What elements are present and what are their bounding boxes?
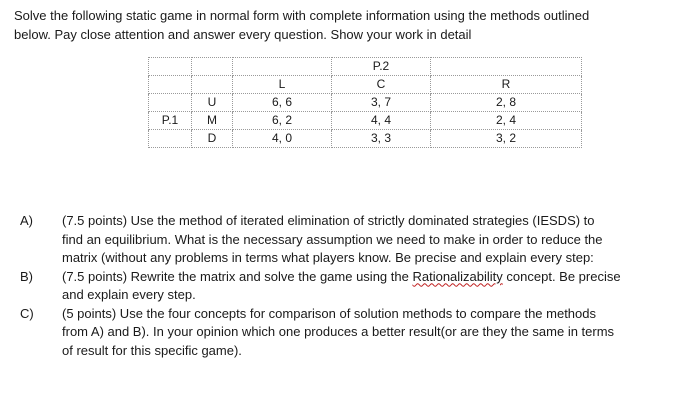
table-row <box>149 130 582 148</box>
header-row-strategies <box>149 76 582 94</box>
instructions-line-1: Solve the following static game in normal form with complete information using the methods outlined <box>14 8 590 23</box>
player1-label: P.1 <box>149 112 192 130</box>
question-text-line: find an equilibrium. What is the necessary assumption we need to make in order to reduce the <box>62 231 603 247</box>
column-strategy-r: R <box>431 76 582 94</box>
instructions-line-2: below. Pay close attention and answer every question. Show your work in detail <box>14 27 472 42</box>
column-strategy-c: C <box>332 76 431 94</box>
question-label: A) <box>20 213 33 228</box>
question-text-line: and explain every step. <box>62 287 196 302</box>
question-a <box>20 212 660 268</box>
table-row <box>149 94 582 112</box>
question-text-segment: concept. Be precise <box>502 268 621 284</box>
payoff-cell: 2, 8 <box>431 94 582 112</box>
row-strategy-m: M <box>192 112 233 130</box>
payoff-cell: 3, 3 <box>332 130 431 148</box>
question-text-line: (7.5 points) Use the method of iterated elimination of strictly dominated strategies (IESDS) to <box>62 213 595 228</box>
empty-cell <box>233 58 332 76</box>
empty-cell <box>149 76 192 94</box>
empty-cell <box>149 130 192 148</box>
row-strategy-u: U <box>192 94 233 112</box>
empty-cell <box>192 76 233 94</box>
question-c <box>20 305 660 361</box>
player2-label: P.2 <box>332 58 431 76</box>
column-strategy-l: L <box>233 76 332 94</box>
header-row-player2 <box>149 58 582 76</box>
spellcheck-marked-word: Rationalizability <box>412 268 503 284</box>
empty-cell <box>149 94 192 112</box>
payoff-cell: 6, 2 <box>233 112 332 130</box>
payoff-cell: 4, 0 <box>233 130 332 148</box>
question-text-line: matrix (without any problems in terms what players know. Be precise and explain every step: <box>62 250 594 265</box>
payoff-cell: 3, 2 <box>431 130 582 148</box>
question-text-segment: (7.5 points) Rewrite the matrix and solve the game using the <box>62 268 413 284</box>
empty-cell <box>192 58 233 76</box>
payoff-cell: 2, 4 <box>431 112 582 130</box>
payoff-cell: 4, 4 <box>332 112 431 130</box>
payoff-matrix <box>148 57 582 148</box>
empty-cell <box>149 58 192 76</box>
question-text-line <box>62 268 660 287</box>
empty-cell <box>431 58 582 76</box>
payoff-cell: 6, 6 <box>233 94 332 112</box>
question-label: B) <box>20 268 33 284</box>
question-text-line: (5 points) Use the four concepts for comparison of solution methods to compare the methods <box>62 305 596 321</box>
question-text-line: from A) and B). In your opinion which one produces a better result(or are they the same in terms <box>62 324 615 339</box>
question-list <box>20 212 660 360</box>
question-b <box>20 268 660 305</box>
payoff-cell: 3, 7 <box>332 94 431 112</box>
question-text-line: of result for this specific game). <box>62 342 242 358</box>
question-label: C) <box>20 305 34 321</box>
row-strategy-d: D <box>192 130 233 148</box>
table-row <box>149 112 582 130</box>
instructions <box>14 6 664 44</box>
